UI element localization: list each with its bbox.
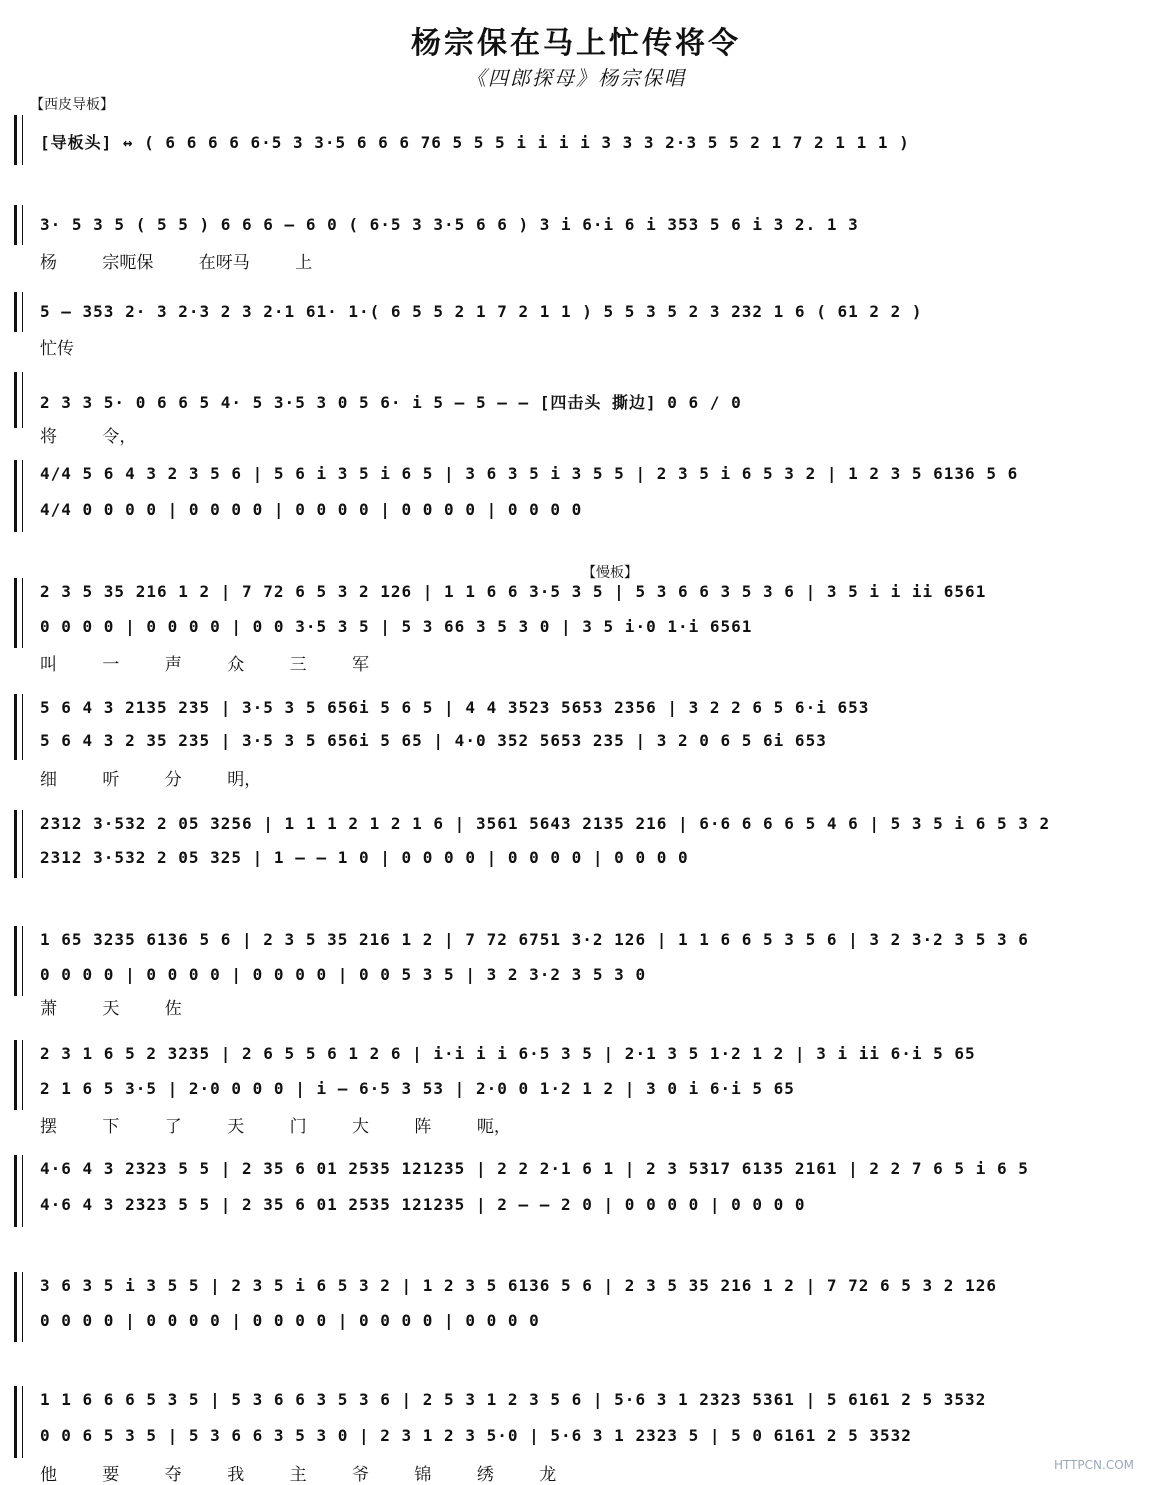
lyrics-line: 杨 宗呃保 在呀马 上 bbox=[40, 253, 313, 273]
score-system bbox=[14, 1272, 1126, 1342]
accompaniment-line: 4·6 4 3 2323 5 5 | 2 35 6 01 2535 121235 | 2 — — 2 0 | 0 0 0 0 | 0 0 0 0 bbox=[40, 1195, 806, 1214]
score-system bbox=[14, 810, 1126, 878]
score-system bbox=[14, 1386, 1126, 1458]
section-label-xipi-daoban: 【西皮导板】 bbox=[30, 97, 114, 113]
melody-line: 2 3 3 5· 0 6 6 5 4· 5 3·5 3 0 5 6· i 5 — 5 — — [四击头 撕边] 0 6 / 0 bbox=[40, 393, 742, 412]
system-brace bbox=[14, 1155, 21, 1227]
score-system bbox=[14, 694, 1126, 760]
song-subtitle: 《四郎探母》杨宗保唱 bbox=[466, 66, 686, 90]
system-brace bbox=[14, 810, 21, 878]
system-brace bbox=[14, 372, 21, 428]
accompaniment-line: 4/4 0 0 0 0 | 0 0 0 0 | 0 0 0 0 | 0 0 0 0 | 0 0 0 0 bbox=[40, 500, 583, 519]
score-system bbox=[14, 115, 1126, 165]
score-system bbox=[14, 926, 1126, 996]
system-brace bbox=[14, 1386, 21, 1458]
lyrics-line: 忙传 bbox=[40, 339, 74, 359]
score-system bbox=[14, 1040, 1126, 1110]
system-brace bbox=[14, 1040, 21, 1110]
system-brace bbox=[14, 115, 21, 165]
system-brace bbox=[14, 460, 21, 532]
score-system bbox=[14, 372, 1126, 428]
melody-line: 2 3 1 6 5 2 3235 | 2 6 5 5 6 1 2 6 | i·i i i 6·5 3 5 | 2·1 3 5 1·2 1 2 | 3 i ii 6·i 5 65 bbox=[40, 1044, 976, 1063]
accompaniment-line: 0 0 0 0 | 0 0 0 0 | 0 0 0 0 | 0 0 0 0 | 0 0 0 0 bbox=[40, 1311, 540, 1330]
lyrics-line: 细 听 分 明， bbox=[40, 770, 262, 790]
system-brace bbox=[14, 694, 21, 760]
system-brace bbox=[14, 926, 21, 996]
melody-line: 1 1 6 6 6 5 3 5 | 5 3 6 6 3 5 3 6 | 2 5 3 1 2 3 5 6 | 5·6 3 1 2323 5361 | 5 6161 2 5 3532 bbox=[40, 1390, 987, 1409]
lyrics-line: 将 令， bbox=[40, 427, 137, 447]
system-brace bbox=[14, 578, 21, 648]
accompaniment-line: 0 0 0 0 | 0 0 0 0 | 0 0 3·5 3 5 | 5 3 66 3 5 3 0 | 3 5 i·0 1·i 6561 bbox=[40, 617, 753, 636]
system-brace bbox=[14, 205, 21, 245]
lyrics-line: 叫 一 声 众 三 军 bbox=[40, 655, 370, 675]
watermark: HTTPCN.COM bbox=[1053, 1458, 1134, 1472]
accompaniment-line: 0 0 0 0 | 0 0 0 0 | 0 0 0 0 | 0 0 5 3 5 | 3 2 3·2 3 5 3 0 bbox=[40, 965, 647, 984]
song-title: 杨宗保在马上忙传将令 bbox=[411, 26, 741, 61]
score-system bbox=[14, 460, 1126, 532]
accompaniment-line: 2312 3·532 2 05 325 | 1 — — 1 0 | 0 0 0 0 | 0 0 0 0 | 0 0 0 0 bbox=[40, 848, 689, 867]
melody-line: 3· 5 3 5 ( 5 5 ) 6 6 6 — 6 0 ( 6·5 3 3·5 6 6 ) 3 i 6·i 6 i 353 5 6 i 3 2. 1 3 bbox=[40, 215, 859, 234]
melody-line: 2312 3·532 2 05 3256 | 1 1 1 2 1 2 1 6 | 3561 5643 2135 216 | 6·6 6 6 6 5 4 6 | 5 3 5 i 6 5 3 2 bbox=[40, 814, 1051, 833]
accompaniment-line: 5 6 4 3 2 35 235 | 3·5 3 5 656i 5 65 | 4·0 352 5653 235 | 3 2 0 6 5 6i 653 bbox=[40, 731, 827, 750]
melody-line: 3 6 3 5 i 3 5 5 | 2 3 5 i 6 5 3 2 | 1 2 3 5 6136 5 6 | 2 3 5 35 216 1 2 | 7 72 6 5 3 2 126 bbox=[40, 1276, 997, 1295]
score-system bbox=[14, 578, 1126, 648]
lyrics-line: 萧 天 佐 bbox=[40, 999, 182, 1019]
melody-line: 2 3 5 35 216 1 2 | 7 72 6 5 3 2 126 | 1 1 6 6 3·5 3 5 | 5 3 6 6 3 5 3 6 | 3 5 i i ii 6561 bbox=[40, 582, 987, 601]
lyrics-line: 他 要 夺 我 主 爷 锦 绣 龙 bbox=[40, 1465, 557, 1485]
melody-line: 1 65 3235 6136 5 6 | 2 3 5 35 216 1 2 | 7 72 6751 3·2 126 | 1 1 6 6 5 3 5 6 | 3 2 3·2 3 5 3 6 bbox=[40, 930, 1029, 949]
score-system bbox=[14, 205, 1126, 245]
system-brace bbox=[14, 1272, 21, 1342]
score-system bbox=[14, 1155, 1126, 1227]
score-system bbox=[14, 292, 1126, 332]
accompaniment-line: 0 0 6 5 3 5 | 5 3 6 6 3 5 3 0 | 2 3 1 2 3 5·0 | 5·6 3 1 2323 5 | 5 0 6161 2 5 3532 bbox=[40, 1426, 912, 1445]
melody-line: 4·6 4 3 2323 5 5 | 2 35 6 01 2535 121235 | 2 2 2·1 6 1 | 2 3 5317 6135 2161 | 2 2 7 6 5 i 6 5 bbox=[40, 1159, 1029, 1178]
melody-line: 5 — 353 2· 3 2·3 2 3 2·1 61· 1·( 6 5 5 2 1 7 2 1 1 ) 5 5 3 5 2 3 232 1 6 ( 61 2 2 ) bbox=[40, 302, 923, 321]
melody-line: 5 6 4 3 2135 235 | 3·5 3 5 656i 5 6 5 | 4 4 3523 5653 2356 | 3 2 2 6 5 6·i 653 bbox=[40, 698, 870, 717]
lyrics-line: 摆 下 了 天 门 大 阵 呃， bbox=[40, 1117, 511, 1137]
accompaniment-line: 2 1 6 5 3·5 | 2·0 0 0 0 | i — 6·5 3 53 | 2·0 0 1·2 1 2 | 3 0 i 6·i 5 65 bbox=[40, 1079, 795, 1098]
system-brace bbox=[14, 292, 21, 332]
section-label-manban: 【慢板】 bbox=[582, 565, 638, 581]
melody-line: 4/4 5 6 4 3 2 3 5 6 | 5 6 i 3 5 i 6 5 | 3 6 3 5 i 3 5 5 | 2 3 5 i 6 5 3 2 | 1 2 3 5 6136 5 6 bbox=[40, 464, 1019, 483]
melody-line: [导板头] ↔ ( 6 6 6 6 6·5 3 3·5 6 6 6 76 5 5 5 i i i i 3 3 3 2·3 5 5 2 1 7 2 1 1 1 ) bbox=[40, 133, 910, 152]
